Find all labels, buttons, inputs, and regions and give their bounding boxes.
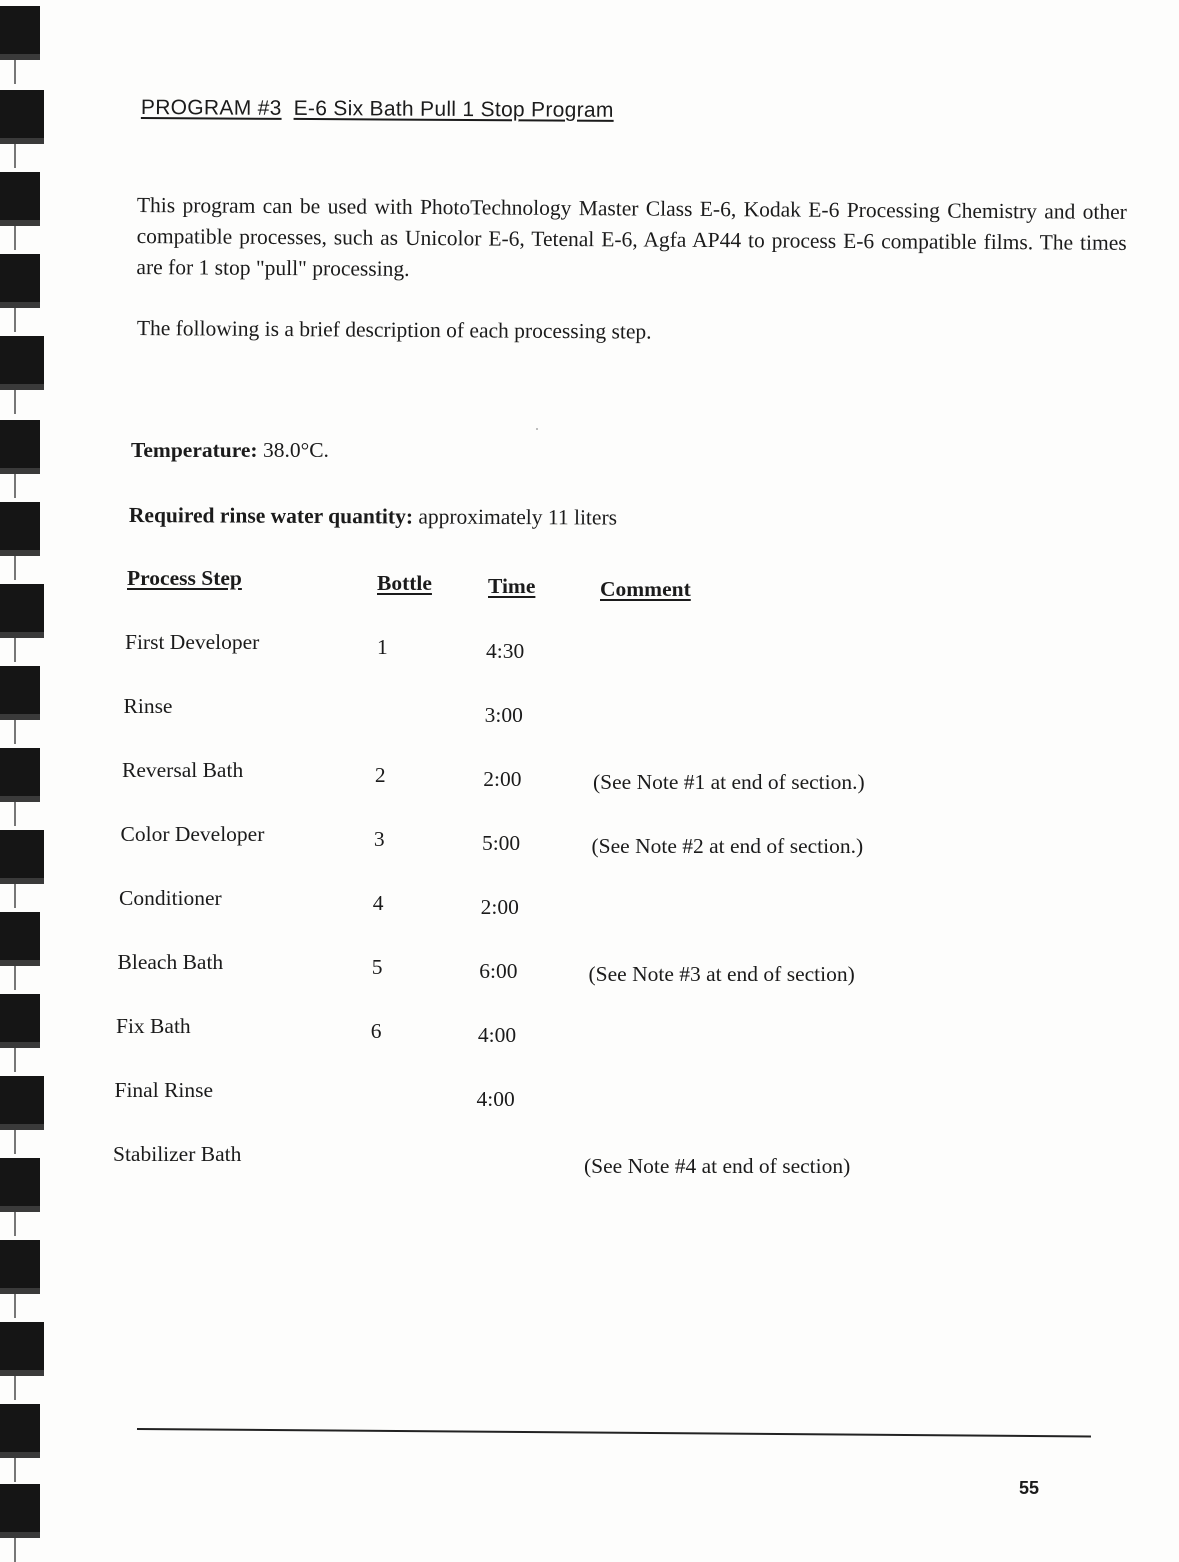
cell-step: Fix Bath [116,1014,191,1038]
binding-edge [14,1376,16,1400]
cell-time: 4:30 [486,639,525,663]
cell-step: First Developer [125,630,260,654]
temperature-value: 38.0°C. [262,438,329,462]
page-number: 55 [1019,1478,1040,1498]
header-time: Time [488,574,536,598]
binding-edge [14,802,16,826]
cell-step: Color Developer [120,822,265,846]
binding-hole [0,90,44,138]
binding-edge [14,308,16,332]
temperature-field [131,438,329,463]
cell-bottle: 1 [377,635,388,659]
description-paragraph: The following is a brief description of each processing step. [136,315,652,344]
cell-time: 4:00 [476,1087,515,1111]
rinse-water-label: Required rinse water quantity: [128,503,414,529]
binding-hole [0,254,40,302]
binding-edge [14,1538,16,1562]
cell-bottle: 5 [371,955,383,979]
binding-hole [0,1404,40,1452]
binding-hole [0,502,40,550]
page-title [141,96,614,123]
cell-time: 3:00 [484,703,523,727]
footer-rule [137,1428,1091,1437]
binding-hole [0,336,44,384]
cell-step: Rinse [123,694,173,718]
cell-bottle: 3 [373,827,385,851]
binding-edge [14,1048,16,1072]
intro-paragraph: This program can be used with PhotoTechnology Master Class E-6, Kodak E-6 Processing Chemistry and other compatible processes, such as Unicolor E-6, Tetenal E-6, Agfa AP44 to process E-6 compatible films. The times are for 1 stop "pull" processing. [136,192,1127,281]
cell-step: Conditioner [119,886,222,910]
binding-edge [14,144,16,168]
binding-edge [14,390,16,414]
cell-step: Reversal Bath [122,758,244,782]
header-process-step: Process Step [127,566,242,590]
header-comment: Comment [600,577,691,601]
cell-time: 2:00 [483,767,522,791]
cell-bottle: 6 [370,1019,382,1043]
cell-step: Final Rinse [114,1078,214,1102]
program-number: PROGRAM #3 [140,96,282,120]
rinse-water-value: approximately 11 liters [418,504,618,530]
temperature-label: Temperature: [131,438,258,462]
binding-hole [0,1484,40,1532]
cell-comment: (See Note #4 at end of section) [584,1154,851,1178]
scan-speck [536,428,538,430]
binding-edge [14,884,16,908]
binding-edge [14,226,16,250]
binding-hole [0,748,40,796]
cell-comment: (See Note #2 at end of section.) [591,834,864,858]
program-name: E-6 Six Bath Pull 1 Stop Program [293,96,614,122]
cell-step: Stabilizer Bath [113,1142,242,1166]
cell-comment: (See Note #3 at end of section) [588,962,855,986]
binding-hole [0,172,40,220]
cell-time: 4:00 [477,1023,517,1047]
cell-time: 5:00 [481,831,521,855]
cell-step: Bleach Bath [117,950,224,974]
binding-edge [14,1130,16,1154]
binding-edge [14,720,16,744]
binding-edge [14,1458,16,1482]
binding-hole [0,1158,40,1206]
cell-time: 6:00 [479,959,518,983]
binding-hole [0,666,40,714]
binding-hole [0,994,40,1042]
binding-edge [14,638,16,662]
binding-hole [0,830,44,878]
binding-edge [14,60,16,84]
binding-hole [0,420,40,468]
binding-edge [14,474,16,498]
binding-edge [14,1212,16,1236]
cell-time: 2:00 [480,895,519,919]
binding-hole [0,912,40,960]
binding-hole [0,6,40,54]
binding-edge [14,1294,16,1318]
cell-bottle: 4 [372,891,384,915]
header-bottle: Bottle [377,571,432,595]
binding-hole [0,1076,44,1124]
binding-hole [0,1322,44,1370]
binding-edge [14,556,16,580]
rinse-water-field [129,503,617,531]
binding-edge [14,966,16,990]
cell-comment: (See Note #1 at end of section.) [593,770,865,794]
binding-hole [0,1240,40,1288]
binding-hole [0,584,44,632]
cell-bottle: 2 [374,763,386,787]
spiral-binding [0,0,48,1539]
